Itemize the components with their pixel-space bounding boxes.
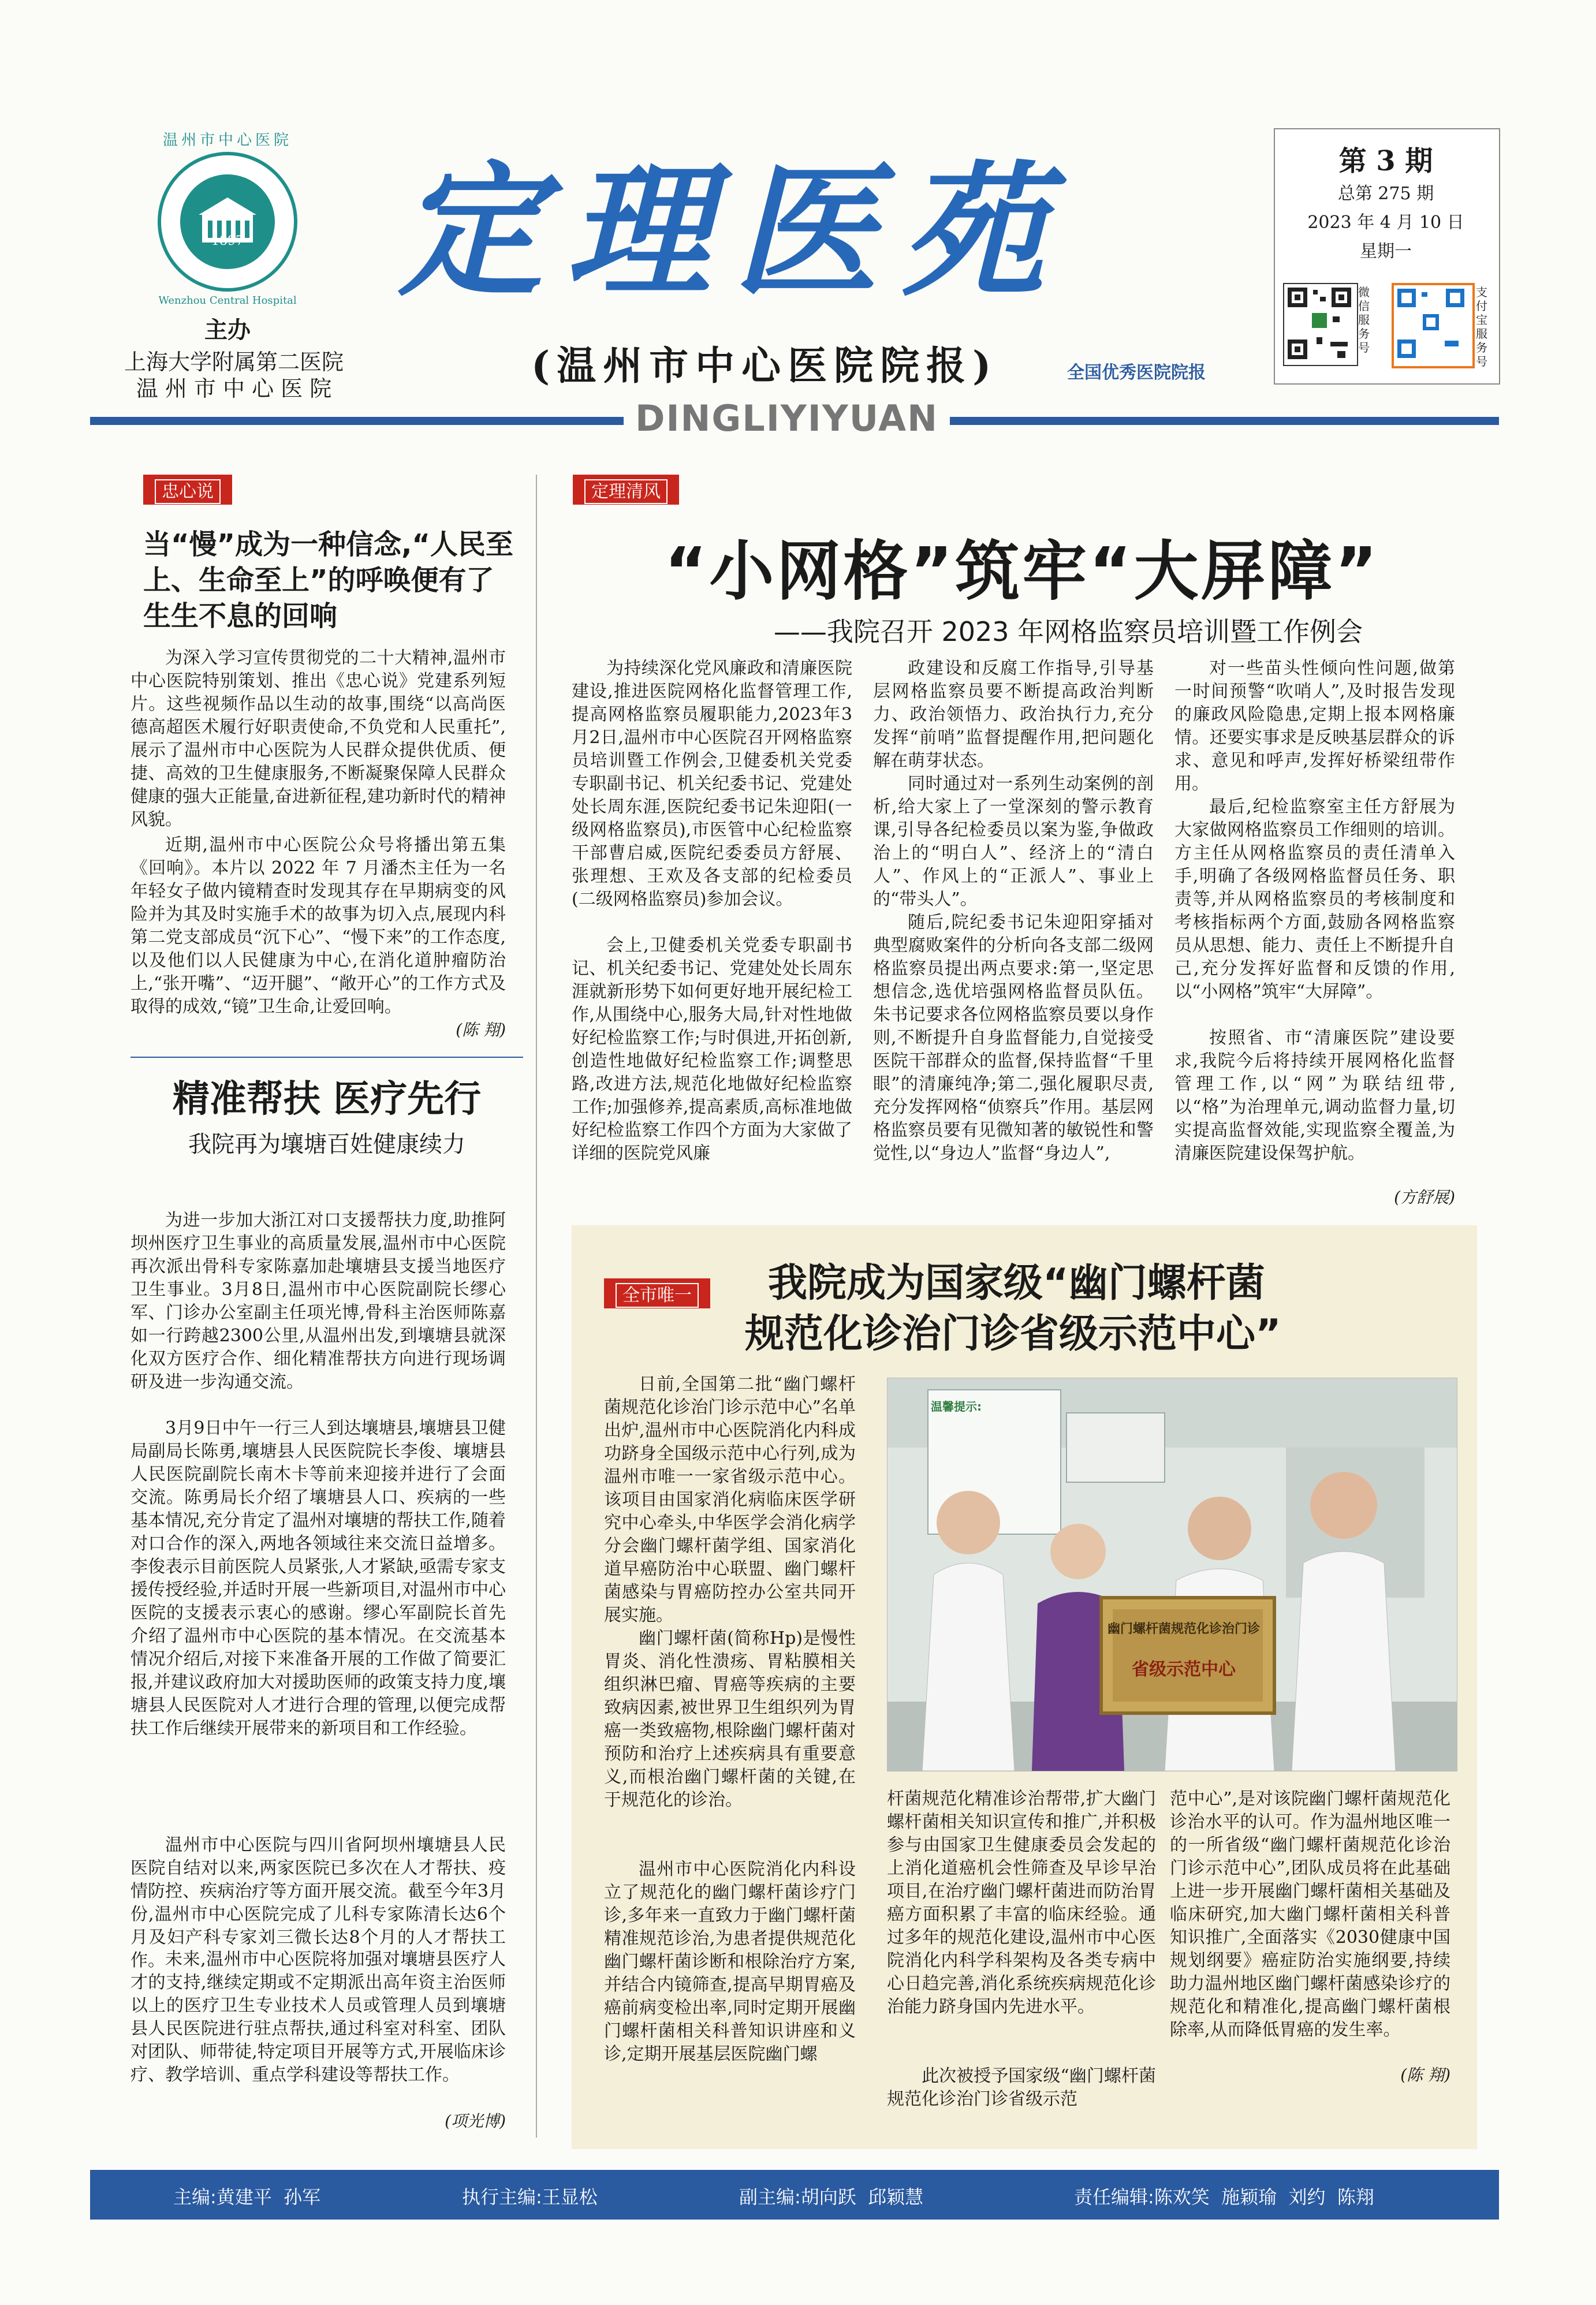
feature-col3-p1: 范中心”,是对该院幽门螺杆菌规范化诊治水平的认可。作为温州地区唯一的一所省级“幽门螺杆菌规范化诊治门诊示范中心”,团队成员将在此基础上进一步开展幽门螺杆菌相关基础及临床研究,加大幽门螺杆菌相关科普知识推广,全面落实《2030健康中国规划纲要》癌症防治实施纲要,持续助力温州地区幽门螺杆菌感染诊疗的规范化和精准化,提高幽门螺杆菌根除率,从而降低胃癌的发生率。 — [1170, 1789, 1450, 2040]
issue-date: 2023 年 4 月 10 日 — [1307, 212, 1464, 233]
feature-headline-line-2: 规范化诊治门诊省级示范中心” — [745, 1311, 1281, 1357]
feature-col1-p2: 幽门螺杆菌(简称Hp)是慢性胃炎、消化性溃疡、胃粘膜相关组织淋巴瘤、胃癌等疾病的主要致病因素,被世界卫生组织列为胃癌一类致癌物,根除幽门螺杆菌对预防和治疗上述疾病具有重要意义,而根治幽门螺杆菌的关键,在于规范化的诊治。 — [604, 1628, 856, 1810]
sponsor-1: 上海大学附属第二医院 — [124, 349, 344, 375]
plaque-main-text: 省级示范中心 — [1132, 1659, 1236, 1680]
left-bottom-paragraph-3: 温州市中心医院与四川省阿坝州壤塘县人民医院自结对以来,两家医院已多次在人才帮扶、疫情防控、疾病治疗等方面开展交流。截至今年3月份,温州市中心医院完成了儿科专家陈清长达6个月及妇产科专家刘三微长达8个月的人才帮扶工作。 — [130, 1835, 506, 1971]
wechat-qr-code[interactable] — [1283, 283, 1358, 366]
center-top-signature: (方舒展) — [1394, 1188, 1455, 1207]
left-column-divider — [130, 1057, 523, 1058]
feature-col1-p3: 温州市中心医院消化内科设立了规范化的幽门螺杆菌诊疗门诊,多年来一直致力于幽门螺杆菌精准规范诊治,为患者提供规范化幽门螺杆菌诊断和根除治疗方案,并结合内镜筛查,提高早期胃癌及癌前病变检出率,同时定期开展幽门螺杆菌相关科普知识讲座和义诊,定期开展基层医院幽门螺 — [604, 1859, 856, 2064]
center-top-col1-p1: 为持续深化党风廉政和清廉医院建设,推进医院网格化监督管理工作,提高网格监察员履职能力,2023年3月2日,温州市中心医院召开网格监察员培训暨工作例会,卫健委机关党委专职副书记、机关纪委书记、党建处处长周东涯,医院纪委书记朱迎阳(一级网格监察员),市医管中心纪检监察干部曹启威,医院纪委委员方舒展、张理想、王欢及各支部的纪检委员(二级网格监察员)参加会议。 — [572, 658, 852, 909]
left-bottom-headline: 精准帮扶 医疗先行 — [172, 1078, 482, 1121]
sponsor-2: 温 州 市 中 心 医 院 — [136, 376, 332, 401]
feature-headline-line-1: 我院成为国家级“幽门螺杆菌 — [768, 1260, 1265, 1306]
center-top-col1-p2: 会上,卫健委机关党委专职副书记、机关纪委书记、党建处处长周东涯就新形势下如何更好地开展纪检工作,从围绕中心,服务大局,针对性地做好纪检监察工作;与时俱进,开拓创新,创造性地做好纪检监察工作;调整思路,改进方法,规范化地做好纪检监察工作;加强修养,提高素质,高标准地做好纪检监察工作四个方面为大家做了详细的医院党风廉 — [572, 935, 852, 1163]
left-bottom-paragraph-2: 3月9日中午一行三人到达壤塘县,壤塘县卫健局副局长陈勇,壤塘县人民医院院长李俊、壤塘县人民医院副院长南木卡等前来迎接并进行了会面交流。陈勇局长介绍了壤塘县人口、疾病的一些基本情况,充分肯定了温州对壤塘的帮扶工作,随着对口合作的深入,两地各领域往来交流日益增多。李俊表示目前医院人员紧张,人才紧缺,亟需专家支援传授经验,并适时开展一些新项目,对温州市中心医院的支援表示衷心的感谢。缪心军副院长首先介绍了温州市中心医院的基本情况。在交流基本情况介绍后,对接下来准备开展的工作做了简要汇报,并建议政府加大对援助医师的政策支持力度,壤塘县人民医院对人才进行合理的管理,以便完成帮扶工作后继续开展带来的新项目和工作经验。 — [130, 1418, 506, 1739]
logo-ring-text-en: Wenzhou Central Hospital — [158, 294, 297, 307]
left-bottom-paragraph-1: 为进一步加大浙江对口支援帮扶力度,助推阿坝州医疗卫生事业的高质量发展,温州市中心医院再次派出骨科专家陈嘉加赴壤塘县支援当地医疗卫生事业。3月8日,温州市中心医院副院长缪心军、门诊办公室副主任项光博,骨科主治医师陈嘉如一行跨越2300公里,从温州出发,到壤塘县就深化双方医疗合作、细化精准帮扶方向进行现场调研及进一步沟通交流。 — [130, 1210, 506, 1392]
footer-editor-in-chief: 主编:黄建平 孙军 — [173, 2186, 321, 2208]
left-top-paragraph-1: 为深入学习宣传贯彻党的二十大精神,温州市中心医院特别策划、推出《忠心说》党建系列短片。这些视频作品以生动的故事,围绕“以高尚医德高超医术履行好职责使命,不负党和人民重托”,展示了温州市中心医院为人民群众提供优质、便捷、高效的卫生健康服务,不断凝聚保障人民群众健康的强大正能量,奋进新征程,建功新时代的精神风貌。 — [130, 648, 506, 830]
left-bottom-paragraph-4: 未来,温州市中心医院将加强对壤塘县医疗人才的支持,继续定期或不定期派出高年资主治医师以上的医疗卫生专业技术人员或管理人员到壤塘县人民医院进行驻点帮扶,通过科室对科室、团队对团队、师带徒,特定项目开展等方式,开展临床诊疗、教学培训、重点学科建设等帮扶工作。 — [130, 1949, 506, 2085]
center-top-subhead: ——我院召开 2023 年网格监察员培训暨工作例会 — [773, 616, 1363, 647]
photo-sign-text: 温馨提示: — [931, 1400, 982, 1413]
logo-ring-text: 温州市中心医院 — [162, 132, 292, 149]
left-top-headline: 当“慢”成为一种信念,“人民至上、生命至上”的呼唤便有了生生不息的回响 — [143, 528, 513, 632]
alipay-qr-code[interactable] — [1392, 283, 1475, 368]
footer-executive-editor: 执行主编:王显松 — [462, 2186, 598, 2208]
column-tag-quanshiweiyi: 全市唯一 — [604, 1278, 710, 1308]
footer-responsible-editor: 责任编辑:陈欢笑 施颖瑜 刘约 陈翔 — [1074, 2186, 1374, 2208]
center-top-col2-p3: 随后,院纪委书记朱迎阳穿插对典型腐败案件的分析向各支部二级网格监察员提出两点要求:第一,坚定思想信念,选优培强网格监督员队伍。朱书记要求各位网格监察员要以身作则,不断提升自身监督能力,自觉接受医院干部群众的监督,保持监督“千里眼”的清廉纯净;第二,强化履职尽责,充分发挥网格“侦察兵”作用。基层网格监察员要有见微知著的敏锐性和警觉性,以“身边人”监督“身边人”, — [873, 912, 1154, 1163]
feature-col2-p1: 杆菌规范化精准诊治帮带,扩大幽门螺杆菌相关知识宣传和推广,并积极参与由国家卫生健康委员会发起的上消化道癌机会性筛查及早诊早治项目,在治疗幽门螺杆菌进而防治胃癌方面积累了丰富的临床经验。通过多年的规范化建设,温州市中心医院消化内科学科架构及各类专病中心日趋完善,消化系统疾病规范化诊治能力跻身国内先进水平。 — [887, 1789, 1156, 2017]
issue-number: 第 3 期 — [1338, 145, 1433, 177]
logo-year: 1897 — [211, 234, 244, 248]
masthead-subtitle: (温州市中心医院院报) — [531, 343, 998, 389]
center-top-headline: “小网格”筑牢“大屏障” — [664, 534, 1380, 609]
feature-signature: (陈 翔) — [1400, 2065, 1450, 2084]
center-top-col2-p1: 政建设和反腐工作指导,引导基层网格监察员要不断提高政治判断力、政治领悟力、政治执行力,充分发挥“前哨”监督提醒作用,把问题化解在萌芽状态。 — [873, 658, 1154, 771]
footer-deputy-editor: 副主编:胡向跃 邱颖慧 — [739, 2186, 924, 2208]
sponsor-label: 主办 — [204, 317, 251, 344]
column-tag-zhongxinshuo: 忠心说 — [143, 475, 232, 505]
left-top-signature: (陈 翔) — [456, 1020, 506, 1039]
column-tag-dingliqingfeng: 定理清风 — [573, 475, 679, 505]
masthead-award: 全国优秀医院院报 — [1067, 363, 1206, 383]
issue-weekday: 星期一 — [1360, 241, 1412, 262]
masthead-pinyin: DINGLIYIYUAN — [624, 397, 950, 439]
wechat-qr-label: 微信服务号 — [1358, 285, 1370, 355]
center-top-col2-p2: 同时通过对一系列生动案例的剖析,给大家上了一堂深刻的警示教育课,引导各纪检委员以案为鉴,争做政治上的“明白人”、经济上的“清白人”、作风上的“正派人”、事业上的“带头人”。 — [873, 774, 1154, 909]
vertical-divider — [536, 475, 537, 2138]
award-photo — [887, 1378, 1457, 1771]
issue-total: 总第 275 期 — [1337, 184, 1434, 204]
left-top-paragraph-2: 近期,温州市中心医院公众号将播出第五集《回响》。本片以 2022 年 7 月潘杰主任为一名年轻女子做内镜精查时发现其存在早期病变的风险并为其及时实施手术的故事为切入点,展现内科第二党支部成员“沉下心”、“慢下来”的工作态度,以及他们以人民健康为中心,在消化道肿瘤防治上,“张开嘴”、“迈开腿”、“敞开心”的工作方式及取得的成效,“镜”卫生命,让爱回响。 — [130, 835, 506, 1017]
center-top-col3-p3: 按照省、市“清廉医院”建设要求,我院今后将持续开展网格化监督管理工作,以“网”为联结纽带,以“格”为治理单元,调动监督力量,切实提高监督效能,实现监察全覆盖,为清廉医院建设保驾护航。 — [1174, 1028, 1455, 1163]
alipay-qr-label: 支付宝服务号 — [1476, 285, 1487, 368]
masthead-title: 定理医苑 — [398, 146, 1068, 316]
hospital-logo — [157, 151, 298, 292]
center-top-col3-p2: 最后,纪检监察室主任方舒展为大家做网格监察员工作细则的培训。方主任从网格监察员的责任清单入手,明确了各级网格监督员任务、职责等,并从网格监察员的考核制度和考核指标两个方面,鼓励各网格监察员从思想、能力、责任上不断提升自己,充分发挥好监督和反馈的作用,以“小网格”筑牢“大屏障”。 — [1174, 797, 1455, 1002]
left-bottom-signature: (项光博) — [445, 2112, 506, 2131]
left-bottom-subhead: 我院再为壤塘百姓健康续力 — [188, 1131, 465, 1158]
plaque-top-text: 幽门螺杆菌规范化诊治门诊 — [1107, 1622, 1260, 1636]
feature-col2-p2: 此次被授予国家级“幽门螺杆菌规范化诊治门诊省级示范 — [887, 2066, 1156, 2109]
center-top-col3-p1: 对一些苗头性倾向性问题,做第一时间预警“吹哨人”,及时报告发现的廉政风险隐患,定期上报本网格廉情。还要实事求是反映基层群众的诉求、意见和呼声,发挥好桥梁纽带作用。 — [1174, 658, 1455, 794]
feature-col1-p1: 日前,全国第二批“幽门螺杆菌规范化诊治门诊示范中心”名单出炉,温州市中心医院消化内科成功跻身全国级示范中心行列,成为温州市唯一一家省级示范中心。该项目由国家消化病临床医学研究中心牵头,中华医学会消化病学分会幽门螺杆菌学组、国家消化道早癌防治中心联盟、幽门螺杆菌感染与胃癌防控办公室共同开展实施。 — [604, 1374, 856, 1625]
